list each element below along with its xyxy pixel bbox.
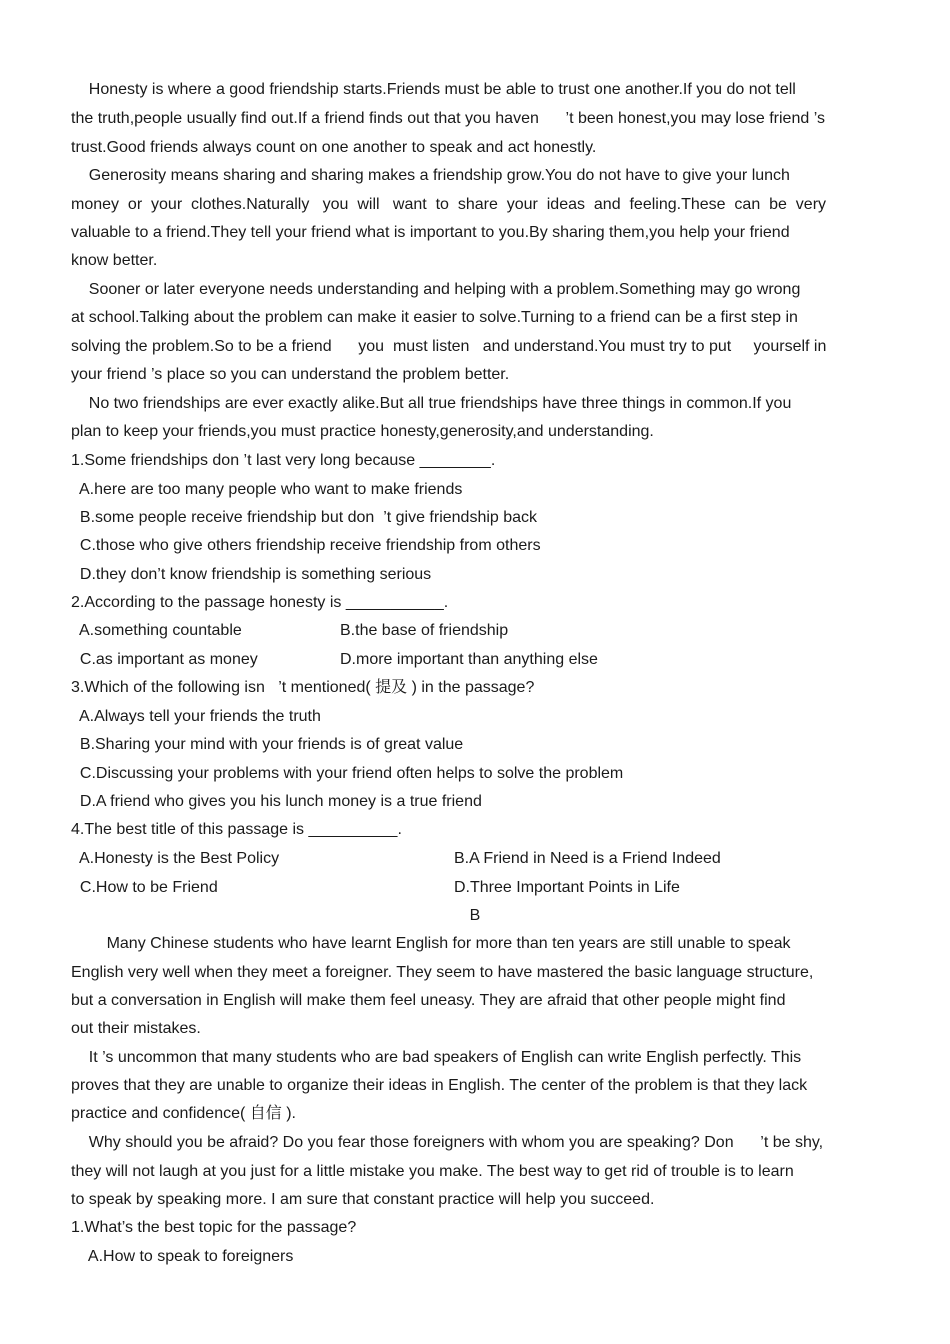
section-b-heading: B bbox=[469, 907, 481, 924]
passage-b-p1-line4: out their mistakes. bbox=[71, 1020, 201, 1037]
question-1-stem: 1.Some friendships don ’t last very long because ________. bbox=[71, 452, 496, 469]
question-1-option-b: B.some people receive friendship but don ’t give friendship back bbox=[71, 509, 538, 526]
question-3-option-a: A.Always tell your friends the truth bbox=[71, 708, 321, 725]
question-2-option-b: B.the base of friendship bbox=[340, 622, 509, 639]
question-3-option-d: D.A friend who gives you his lunch money is a true friend bbox=[71, 793, 482, 810]
passage-a-p1-line2: the truth,people usually find out.If a friend finds out that you haven ’t been honest,you may lose friend ’s bbox=[71, 110, 825, 127]
passage-a-p1-line3: trust.Good friends always count on one another to speak and act honestly. bbox=[71, 139, 597, 156]
question-2-stem: 2.According to the passage honesty is ___________. bbox=[71, 594, 449, 611]
passage-b-question-1-option-a: A.How to speak to foreigners bbox=[71, 1248, 294, 1265]
passage-b-p2-line3: practice and confidence( 自信 ). bbox=[71, 1105, 296, 1122]
passage-a-p4-line1: No two friendships are ever exactly alike.But all true friendships have three things in common.If you bbox=[71, 395, 792, 412]
passage-b-p3-line2: they will not laugh at you just for a little mistake you make. The best way to get rid of trouble is to learn bbox=[71, 1163, 794, 1180]
question-2-option-d: D.more important than anything else bbox=[340, 651, 598, 668]
passage-a-p3-line2: at school.Talking about the problem can make it easier to solve.Turning to a friend can be a first step in bbox=[71, 309, 798, 326]
question-4-option-d: D.Three Important Points in Life bbox=[454, 879, 680, 896]
passage-a-p2-line2: money or your clothes.Naturally you will want to share your ideas and feeling.These can be very bbox=[71, 196, 827, 213]
question-4-option-a: A.Honesty is the Best Policy bbox=[71, 850, 280, 867]
question-1-option-a: A.here are too many people who want to make friends bbox=[71, 481, 463, 498]
passage-a-p2-line4: know better. bbox=[71, 252, 158, 269]
passage-a-p4-line2: plan to keep your friends,you must practice honesty,generosity,and understanding. bbox=[71, 423, 654, 440]
passage-b-p3-line1: Why should you be afraid? Do you fear those foreigners with whom you are speaking? Don ’t be shy, bbox=[71, 1134, 824, 1151]
passage-a-p1-line1: Honesty is where a good friendship starts.Friends must be able to trust one another.If you do not tell bbox=[71, 81, 796, 98]
question-4-option-b: B.A Friend in Need is a Friend Indeed bbox=[454, 850, 721, 867]
question-3-option-b: B.Sharing your mind with your friends is of great value bbox=[71, 736, 464, 753]
passage-a-p2-line1: Generosity means sharing and sharing makes a friendship grow.You do not have to give your lunch bbox=[71, 167, 790, 184]
question-3-stem: 3.Which of the following isn ’t mentioned( 提及 ) in the passage? bbox=[71, 679, 535, 696]
passage-a-p3-line1: Sooner or later everyone needs understanding and helping with a problem.Something may go wrong bbox=[71, 281, 801, 298]
question-1-option-d: D.they don’t know friendship is something serious bbox=[71, 566, 432, 583]
question-1-option-c: C.those who give others friendship receive friendship from others bbox=[71, 537, 541, 554]
passage-b-p3-line3: to speak by speaking more. I am sure that constant practice will help you succeed. bbox=[71, 1191, 655, 1208]
question-4-stem: 4.The best title of this passage is __________. bbox=[71, 821, 402, 838]
passage-a-p3-line3: solving the problem.So to be a friend you must listen and understand.You must try to put yourself in bbox=[71, 338, 827, 355]
passage-a-p2-line3: valuable to a friend.They tell your friend what is important to you.By sharing them,you help your friend bbox=[71, 224, 790, 241]
question-3-option-c: C.Discussing your problems with your friend often helps to solve the problem bbox=[71, 765, 624, 782]
passage-b-p1-line1: Many Chinese students who have learnt English for more than ten years are still unable to speak bbox=[71, 935, 791, 952]
passage-a-p3-line4: your friend ’s place so you can understand the problem better. bbox=[71, 366, 510, 383]
question-2-option-a: A.something countable bbox=[71, 622, 242, 639]
passage-b-p2-line1: It ’s uncommon that many students who are bad speakers of English can write English perfectly. This bbox=[71, 1049, 802, 1066]
passage-b-p2-line2: proves that they are unable to organize their ideas in English. The center of the problem is that they lack bbox=[71, 1077, 808, 1094]
question-4-option-c: C.How to be Friend bbox=[71, 879, 218, 896]
passage-b-p1-line3: but a conversation in English will make them feel uneasy. They are afraid that other people might find bbox=[71, 992, 786, 1009]
passage-b-p1-line2: English very well when they meet a foreigner. They seem to have mastered the basic language structure, bbox=[71, 964, 814, 981]
question-2-option-c: C.as important as money bbox=[71, 651, 258, 668]
passage-b-question-1-stem: 1.What’s the best topic for the passage? bbox=[71, 1219, 357, 1236]
